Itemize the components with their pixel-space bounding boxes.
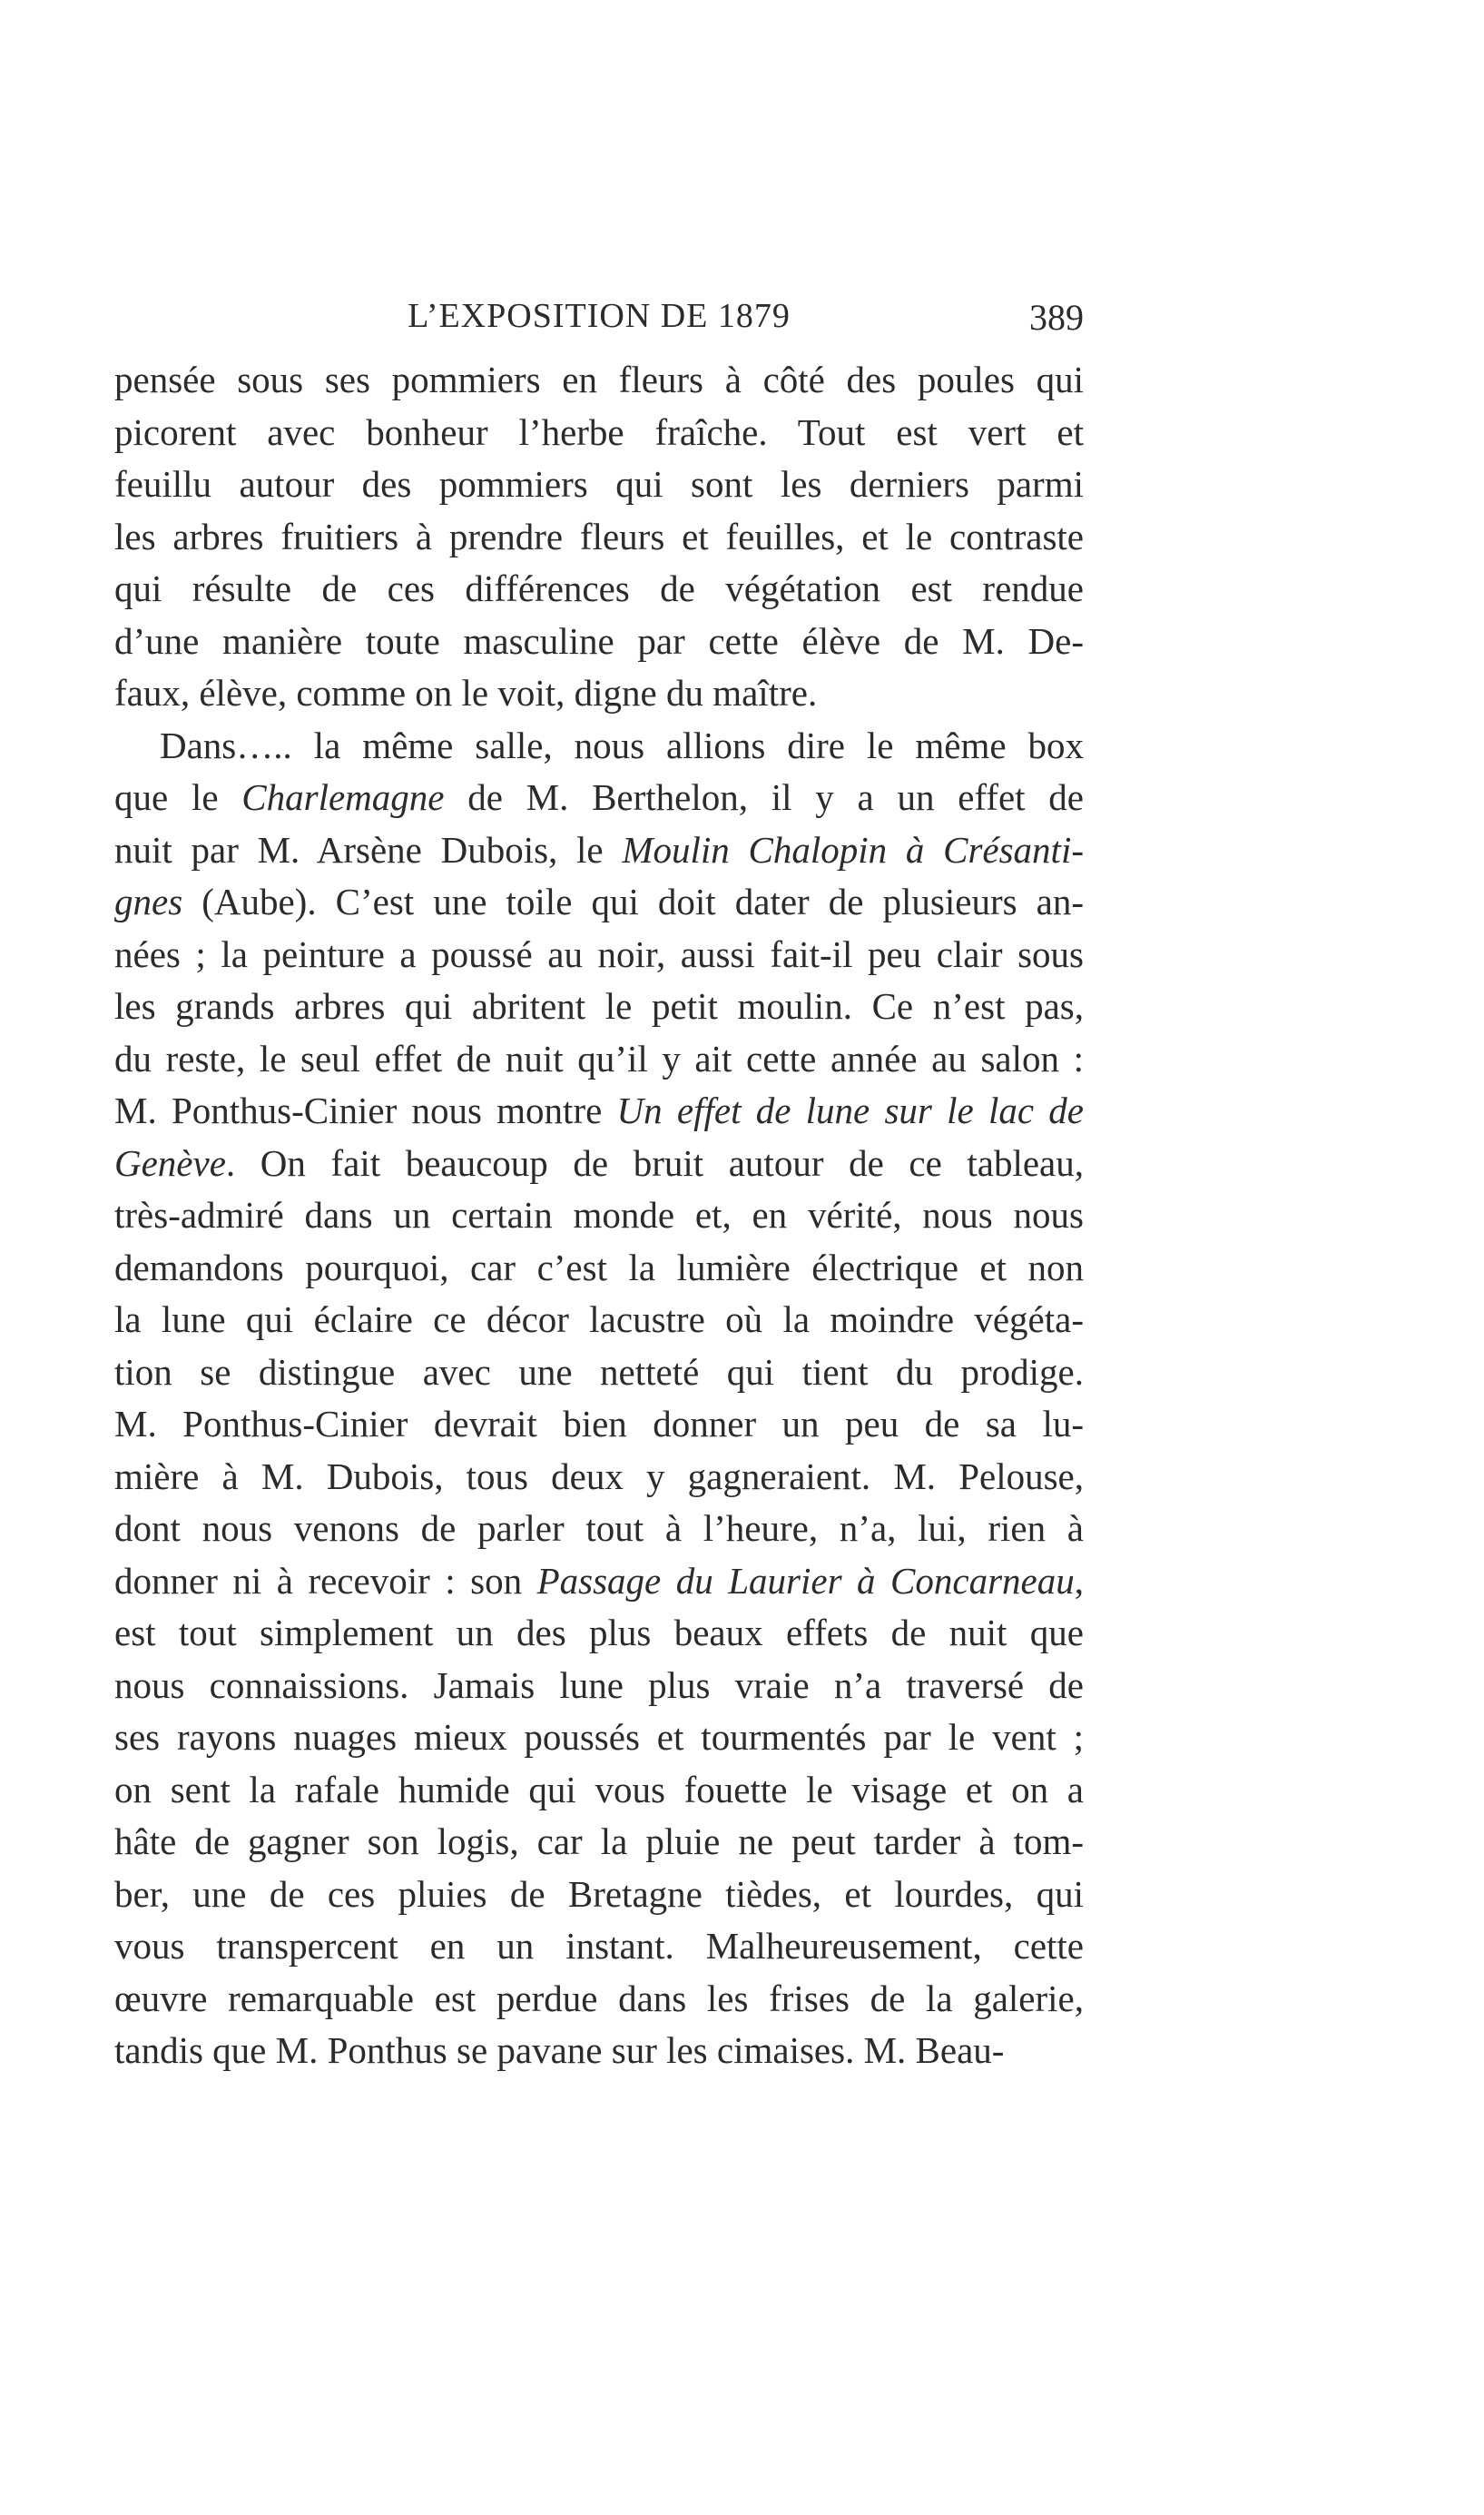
italic-title-text: Un effet de lune sur le lac de: [616, 1090, 1084, 1131]
text-segment: œuvre remarquable est perdue dans les frises de la galerie,: [114, 1977, 1084, 2019]
text-line: [114, 981, 1084, 1033]
text-segment: demandons pourquoi, car c’est la lumière électrique et non: [114, 1246, 1084, 1288]
text-line: [114, 459, 1084, 511]
text-line: [114, 407, 1084, 459]
text-segment: on sent la rafale humide qui vous fouette le visage et on a: [114, 1768, 1084, 1810]
text-line: [114, 1346, 1084, 1399]
text-line: [114, 1294, 1084, 1346]
italic-title-text: Passage du Laurier à Concarneau: [536, 1559, 1075, 1602]
text-segment: M. Ponthus-Cinier devrait bien donner un peu de sa lu-: [114, 1403, 1084, 1445]
text-segment: très-admiré dans un certain monde et, en vérité, nous nous: [114, 1194, 1084, 1236]
text-line: [114, 1764, 1084, 1817]
text-segment: ber, une de ces pluies de Bretagne tièdes, et lourdes, qui: [114, 1872, 1084, 1915]
text-segment: nous connaissions. Jamais lune plus vraie n’a traversé de: [114, 1663, 1084, 1706]
text-segment: pensée sous ses pommiers en fleurs à côté des poules qui: [114, 359, 1084, 400]
text-line: [114, 1660, 1084, 1712]
text-line: [114, 1973, 1084, 2026]
text-line: [114, 1398, 1084, 1451]
text-segment: la lune qui éclaire ce décor lacustre où la moindre végéta-: [114, 1298, 1084, 1340]
text-segment: les grands arbres qui abritent le petit moulin. Ce n’est pas,: [114, 985, 1084, 1027]
text-segment: picorent avec bonheur l’herbe fraîche. Tout est vert et: [114, 410, 1084, 453]
text-line: [114, 1920, 1084, 1973]
text-line: [114, 563, 1084, 616]
italic-title-text: gnes: [114, 881, 183, 922]
text-segment: tandis que M. Ponthus se pavane sur les cimaises. M. Beau-: [114, 2029, 1005, 2071]
text-line: [114, 616, 1084, 668]
text-line: [114, 1451, 1084, 1504]
text-segment: du reste, le seul effet de nuit qu’il y ait cette année au salon :: [114, 1037, 1084, 1080]
text-segment: qui résulte de ces différences de végétation est rendue: [114, 567, 1084, 609]
italic-title-text: Moulin Chalopin à Crésanti-: [622, 828, 1084, 871]
italic-title-text: Genève: [114, 1141, 226, 1184]
text-line: [114, 1555, 1084, 1608]
text-segment: de M. Berthelon, il y a un effet de: [444, 776, 1084, 818]
text-line: [114, 667, 1084, 720]
text-segment: dont nous venons de parler tout à l’heure, n’a, lui, rien à: [114, 1507, 1084, 1549]
body-text: [114, 354, 1084, 2077]
text-line: [114, 720, 1084, 773]
text-segment: M. Ponthus-Cinier nous montre: [114, 1090, 617, 1131]
text-segment: vous transpercent en un instant. Malheureusement, cette: [114, 1925, 1084, 1967]
text-line: [114, 1138, 1084, 1190]
text-segment: faux, élève, comme on le voit, digne du maître.: [114, 672, 818, 714]
text-line: [114, 1503, 1084, 1555]
text-line: [114, 1869, 1084, 1921]
text-line: [114, 2025, 1084, 2077]
text-line: [114, 1816, 1084, 1869]
text-segment: nuit par M. Arsène Dubois, le: [114, 828, 623, 871]
text-segment: est tout simplement un des plus beaux effets de nuit que: [114, 1612, 1084, 1653]
text-segment: donner ni à recevoir : son: [114, 1559, 537, 1602]
text-line: [114, 876, 1084, 929]
text-segment: tion se distingue avec une netteté qui tient du prodige.: [114, 1350, 1084, 1393]
text-segment: Dans….. la même salle, nous allions dire le même box: [160, 724, 1084, 766]
text-segment: hâte de gagner son logis, car la pluie ne peut tarder à tom-: [114, 1820, 1084, 1862]
text-line: [114, 511, 1084, 564]
text-line: [114, 1085, 1084, 1138]
text-line: [114, 772, 1084, 824]
text-line: [114, 1242, 1084, 1295]
text-segment: que le: [114, 776, 242, 818]
text-segment: feuillu autour des pommiers qui sont les derniers parmi: [114, 463, 1084, 505]
text-line: [114, 824, 1084, 877]
text-segment: (Aube). C’est une toile qui doit dater de plusieurs an-: [182, 881, 1084, 922]
running-head: [114, 289, 1084, 343]
text-line: [114, 1033, 1084, 1086]
text-segment: d’une manière toute masculine par cette élève de M. De-: [114, 619, 1084, 662]
running-title: L’EXPOSITION DE 1879: [408, 297, 791, 335]
text-line: [114, 1607, 1084, 1660]
page-number: 389: [1029, 297, 1084, 338]
italic-title-text: Charlemagne: [241, 776, 445, 818]
text-segment: les arbres fruitiers à prendre fleurs et feuilles, et le contraste: [114, 515, 1084, 557]
text-segment: mière à M. Dubois, tous deux y gagneraient. M. Pelouse,: [114, 1455, 1084, 1497]
text-line: [114, 929, 1084, 981]
text-line: [114, 1711, 1084, 1764]
text-line: [114, 1189, 1084, 1242]
text-segment: nées ; la peinture a poussé au noir, aussi fait-il peu clair sous: [114, 932, 1084, 975]
text-line: [114, 354, 1084, 407]
text-segment: ,: [1074, 1559, 1084, 1602]
text-segment: ses rayons nuages mieux poussés et tourmentés par le vent ;: [114, 1716, 1084, 1758]
text-segment: . On fait beaucoup de bruit autour de ce tableau,: [225, 1141, 1084, 1184]
